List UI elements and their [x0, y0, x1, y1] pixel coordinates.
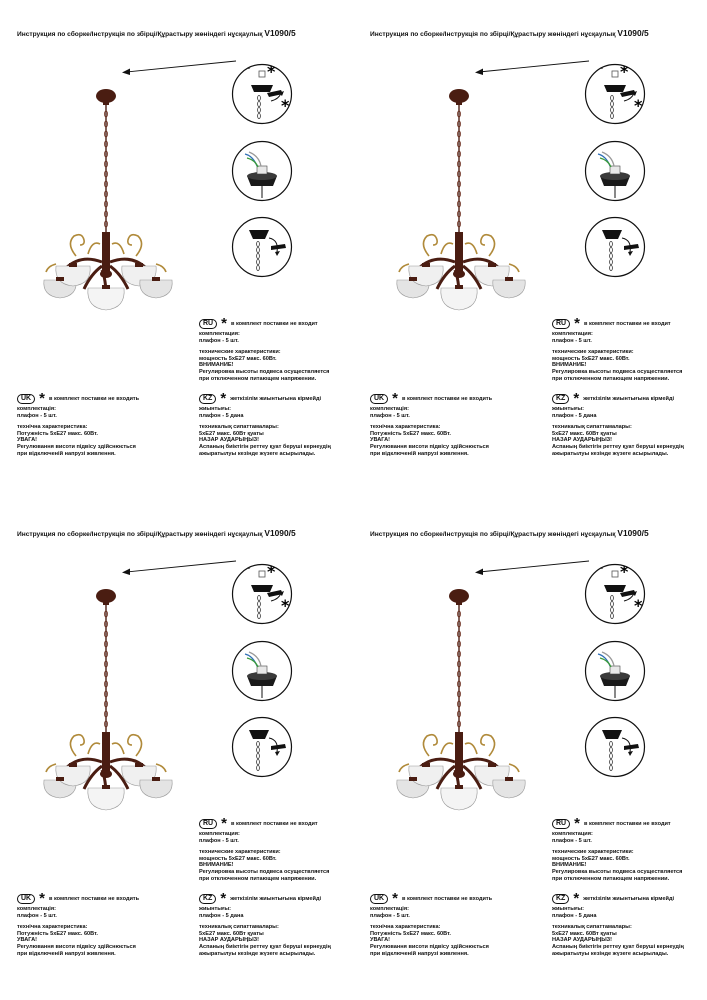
asterisk-icon: *: [573, 890, 580, 907]
svg-text:*: *: [634, 596, 643, 615]
svg-text:*: *: [267, 563, 276, 581]
chain-mount-step-icon: [584, 563, 646, 625]
model-code: V1090/5: [617, 28, 649, 38]
document-title: Инструкция по сборке/Інструкція по збірці/Құрастыру жөніндегі нұсқаулық V1090/5: [370, 528, 649, 538]
height-adjust-step-icon: [584, 716, 646, 778]
instruction-sheet-3: [0, 500, 353, 1000]
kz-section: KZ * жеткізілім жиынтығына кірмейді жиынтығы: плафон - 5 дана техникалық сипаттамалары: 5хЕ27 макс. 60Вт қуаты НАЗАР АУДАРЫҢЫЗ! Аспаның биіктігін реттеу қуат беруші кернеудің ажыратылуы кезінде жүзеге асырылады.: [199, 890, 331, 957]
document-title: Инструкция по сборке/Інструкція по збірці/Құрастыру жөніндегі нұсқаулық V1090/5: [17, 528, 296, 538]
wiring-step-icon: [584, 640, 646, 702]
height-adjust-step-icon: [231, 716, 293, 778]
lang-badge-uk: UK: [370, 894, 388, 904]
svg-text:*: *: [281, 596, 290, 615]
asterisk-icon: *: [221, 815, 227, 832]
pointer-arrow: [118, 558, 238, 578]
chandelier-illustration: [36, 84, 186, 316]
pointer-arrow: [118, 58, 238, 78]
svg-text:*: *: [267, 63, 276, 81]
model-code: V1090/5: [264, 28, 296, 38]
svg-text:*: *: [620, 563, 629, 581]
lang-badge-ru: RU: [199, 319, 217, 329]
svg-text:*: *: [281, 96, 290, 115]
height-adjust-step-icon: [231, 216, 293, 278]
lang-badge-uk: UK: [370, 394, 388, 404]
asterisk-icon: *: [574, 315, 580, 332]
asterisk-icon: *: [220, 890, 227, 907]
document-title: Инструкция по сборке/Інструкція по збірці/Құрастыру жөніндегі нұсқаулық V1090/5: [370, 28, 649, 38]
lang-badge-ru: RU: [552, 319, 570, 329]
chandelier-illustration: [389, 584, 539, 816]
asterisk-icon: *: [221, 315, 227, 332]
lang-badge-kz: KZ: [552, 894, 569, 904]
instruction-sheet-4: [353, 500, 706, 1000]
asterisk-icon: *: [39, 890, 45, 907]
asterisk-icon: *: [392, 890, 398, 907]
wiring-step-icon: [584, 140, 646, 202]
wiring-step-icon: [231, 640, 293, 702]
model-code: V1090/5: [264, 528, 296, 538]
lang-badge-kz: KZ: [199, 394, 216, 404]
kz-section: KZ * жеткізілім жиынтығына кірмейді жиынтығы: плафон - 5 дана техникалық сипаттамалары: 5хЕ27 макс. 60Вт қуаты НАЗАР АУДАРЫҢЫЗ! Аспаның биіктігін реттеу қуат беруші кернеудің ажыратылуы кезінде жүзеге асырылады.: [199, 390, 331, 457]
lang-badge-kz: KZ: [552, 394, 569, 404]
asterisk-icon: *: [573, 390, 580, 407]
asterisk-icon: *: [220, 390, 227, 407]
wiring-step-icon: [231, 140, 293, 202]
pointer-arrow: [471, 558, 591, 578]
lang-badge-uk: UK: [17, 894, 35, 904]
asterisk-icon: *: [574, 815, 580, 832]
asterisk-icon: *: [392, 390, 398, 407]
height-adjust-step-icon: [584, 216, 646, 278]
uk-section: UK * в комплект поставки не входить комплектація: плафон - 5 шт. технічна характеристика: Потужність 5хЕ27 макс. 60Вт. УВАГА! Регулювання висоти підвісу здійснюється при відключеній напрузі живлення.: [17, 390, 140, 457]
chain-mount-step-icon: [231, 63, 293, 125]
svg-text:*: *: [620, 63, 629, 81]
uk-section: UK * в комплект поставки не входить комплектація: плафон - 5 шт. технічна характеристика: Потужність 5хЕ27 макс. 60Вт. УВАГА! Регулювання висоти підвісу здійснюється при відключеній напрузі живлення.: [17, 890, 140, 957]
lang-badge-ru: RU: [552, 819, 570, 829]
model-code: V1090/5: [617, 528, 649, 538]
ru-section: RU * в комплект поставки не входит комплектация: плафон - 5 шт. технические характеристики: мощность 5хЕ27 макс. 60Вт. ВНИМАНИЕ! Регулировка высоты подвеса осуществляется при отключенном питающем напряжении.: [199, 315, 330, 382]
ru-section: RU * в комплект поставки не входит комплектация: плафон - 5 шт. технические характеристики: мощность 5хЕ27 макс. 60Вт. ВНИМАНИЕ! Регулировка высоты подвеса осуществляется при отключенном питающем напряжении.: [199, 815, 330, 882]
chandelier-illustration: [389, 84, 539, 316]
chandelier-illustration: [36, 584, 186, 816]
lang-badge-ru: RU: [199, 819, 217, 829]
lang-badge-uk: UK: [17, 394, 35, 404]
ru-section: RU * в комплект поставки не входит комплектация: плафон - 5 шт. технические характеристики: мощность 5хЕ27 макс. 60Вт. ВНИМАНИЕ! Регулировка высоты подвеса осуществляется при отключенном питающем напряжении.: [552, 315, 683, 382]
document-title: Инструкция по сборке/Інструкція по збірці/Құрастыру жөніндегі нұсқаулық V1090/5: [17, 28, 296, 38]
uk-section: UK * в комплект поставки не входить комплектація: плафон - 5 шт. технічна характеристика: Потужність 5хЕ27 макс. 60Вт. УВАГА! Регулювання висоти підвісу здійснюється при відключеній напрузі живлення.: [370, 390, 493, 457]
chain-mount-step-icon: [231, 563, 293, 625]
ru-section: RU * в комплект поставки не входит комплектация: плафон - 5 шт. технические характеристики: мощность 5хЕ27 макс. 60Вт. ВНИМАНИЕ! Регулировка высоты подвеса осуществляется при отключенном питающем напряжении.: [552, 815, 683, 882]
asterisk-icon: *: [39, 390, 45, 407]
kz-section: KZ * жеткізілім жиынтығына кірмейді жиынтығы: плафон - 5 дана техникалық сипаттамалары: 5хЕ27 макс. 60Вт қуаты НАЗАР АУДАРЫҢЫЗ! Аспаның биіктігін реттеу қуат беруші кернеудің ажыратылуы кезінде жүзеге асырылады.: [552, 890, 684, 957]
pointer-arrow: [471, 58, 591, 78]
svg-text:*: *: [634, 96, 643, 115]
kz-section: KZ * жеткізілім жиынтығына кірмейді жиынтығы: плафон - 5 дана техникалық сипаттамалары: 5хЕ27 макс. 60Вт қуаты НАЗАР АУДАРЫҢЫЗ! Аспаның биіктігін реттеу қуат беруші кернеудің ажыратылуы кезінде жүзеге асырылады.: [552, 390, 684, 457]
uk-section: UK * в комплект поставки не входить комплектація: плафон - 5 шт. технічна характеристика: Потужність 5хЕ27 макс. 60Вт. УВАГА! Регулювання висоти підвісу здійснюється при відключеній напрузі живлення.: [370, 890, 493, 957]
chain-mount-step-icon: [584, 63, 646, 125]
instruction-sheet-2: [353, 0, 706, 500]
lang-badge-kz: KZ: [199, 894, 216, 904]
instruction-sheet-1: [0, 0, 353, 500]
